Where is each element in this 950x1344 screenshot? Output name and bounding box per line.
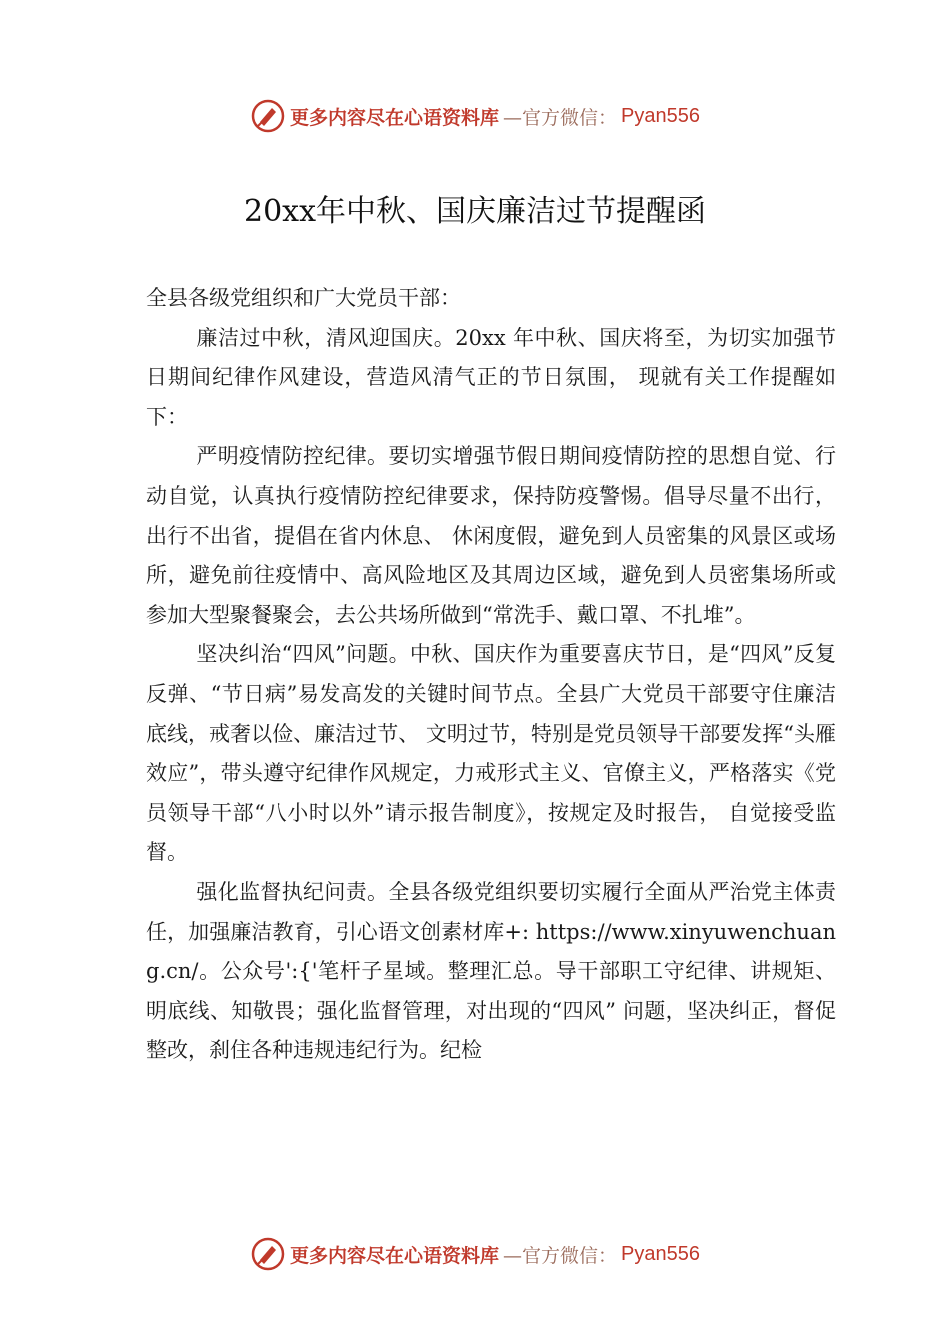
- paragraph-intro: 廉洁过中秋，清风迎国庆。20xx 年中秋、国庆将至，为切实加强节日期间纪律作风建设，营造风清气正的节日氛围， 现就有关工作提醒如下：: [146, 325, 836, 429]
- paragraph-supervision: 强化监督执纪问责。全县各级党组织要切实履行全面从严治党主体责任，加强廉洁教育，引心语文创素材库+: https://www.xinyuwenchuang.cn/。公众号':{'笔杆子星域。整理汇总。导干部职工守纪律、讲规矩、明底线、知敬畏；强化监督管理，对出现的“四风” 问题，坚决纠正，督促整改，刹住各种违规违纪行为。纪检: [146, 879, 836, 1063]
- banner-main-text: 更多内容尽在心语资料库: [290, 1244, 500, 1267]
- banner-sub-text: —官方微信：: [503, 106, 618, 129]
- document-body: [146, 279, 836, 1071]
- banner-wechat-id: Pyan556: [621, 104, 700, 127]
- brand-logo-icon: [250, 1236, 286, 1272]
- salutation: 全县各级党组织和广大党员干部：: [146, 286, 461, 310]
- brand-logo-icon: [250, 98, 286, 134]
- document-title: 20xx年中秋、国庆廉洁过节提醒函: [243, 194, 706, 229]
- banner-main-text: 更多内容尽在心语资料库: [290, 106, 500, 129]
- paragraph-epidemic: 严明疫情防控纪律。要切实增强节假日期间疫情防控的思想自觉、行动自觉，认真执行疫情防控纪律要求，保持防疫警惕。倡导尽量不出行，出行不出省，提倡在省内休息、 休闲度假，避免到人员密集的风景区或场所，避免前往疫情中、高风险地区及其周边区域，避免到人员密集场所或参加大型聚餐聚会，去公共场所做到“常洗手、戴口罩、不扎堆”。: [146, 444, 836, 627]
- footer-banner: [0, 1232, 950, 1276]
- banner-sub-text: —官方微信：: [503, 1244, 618, 1267]
- paragraph-four-winds: 坚决纠治“四风”问题。中秋、国庆作为重要喜庆节日，是“四风”反复反弹、“节日病”易发高发的关键时间节点。全县广大党员干部要守住廉洁底线，戒奢以俭、廉洁过节、 文明过节，特别是党员领导干部要发挥“头雁效应”，带头遵守纪律作风规定，力戒形式主义、官僚主义，严格落实《党员领导干部“八小时以外”请示报告制度》，按规定及时报告， 自觉接受监督。: [146, 642, 836, 865]
- banner-wechat-id: Pyan556: [621, 1242, 700, 1265]
- header-banner: [0, 94, 950, 138]
